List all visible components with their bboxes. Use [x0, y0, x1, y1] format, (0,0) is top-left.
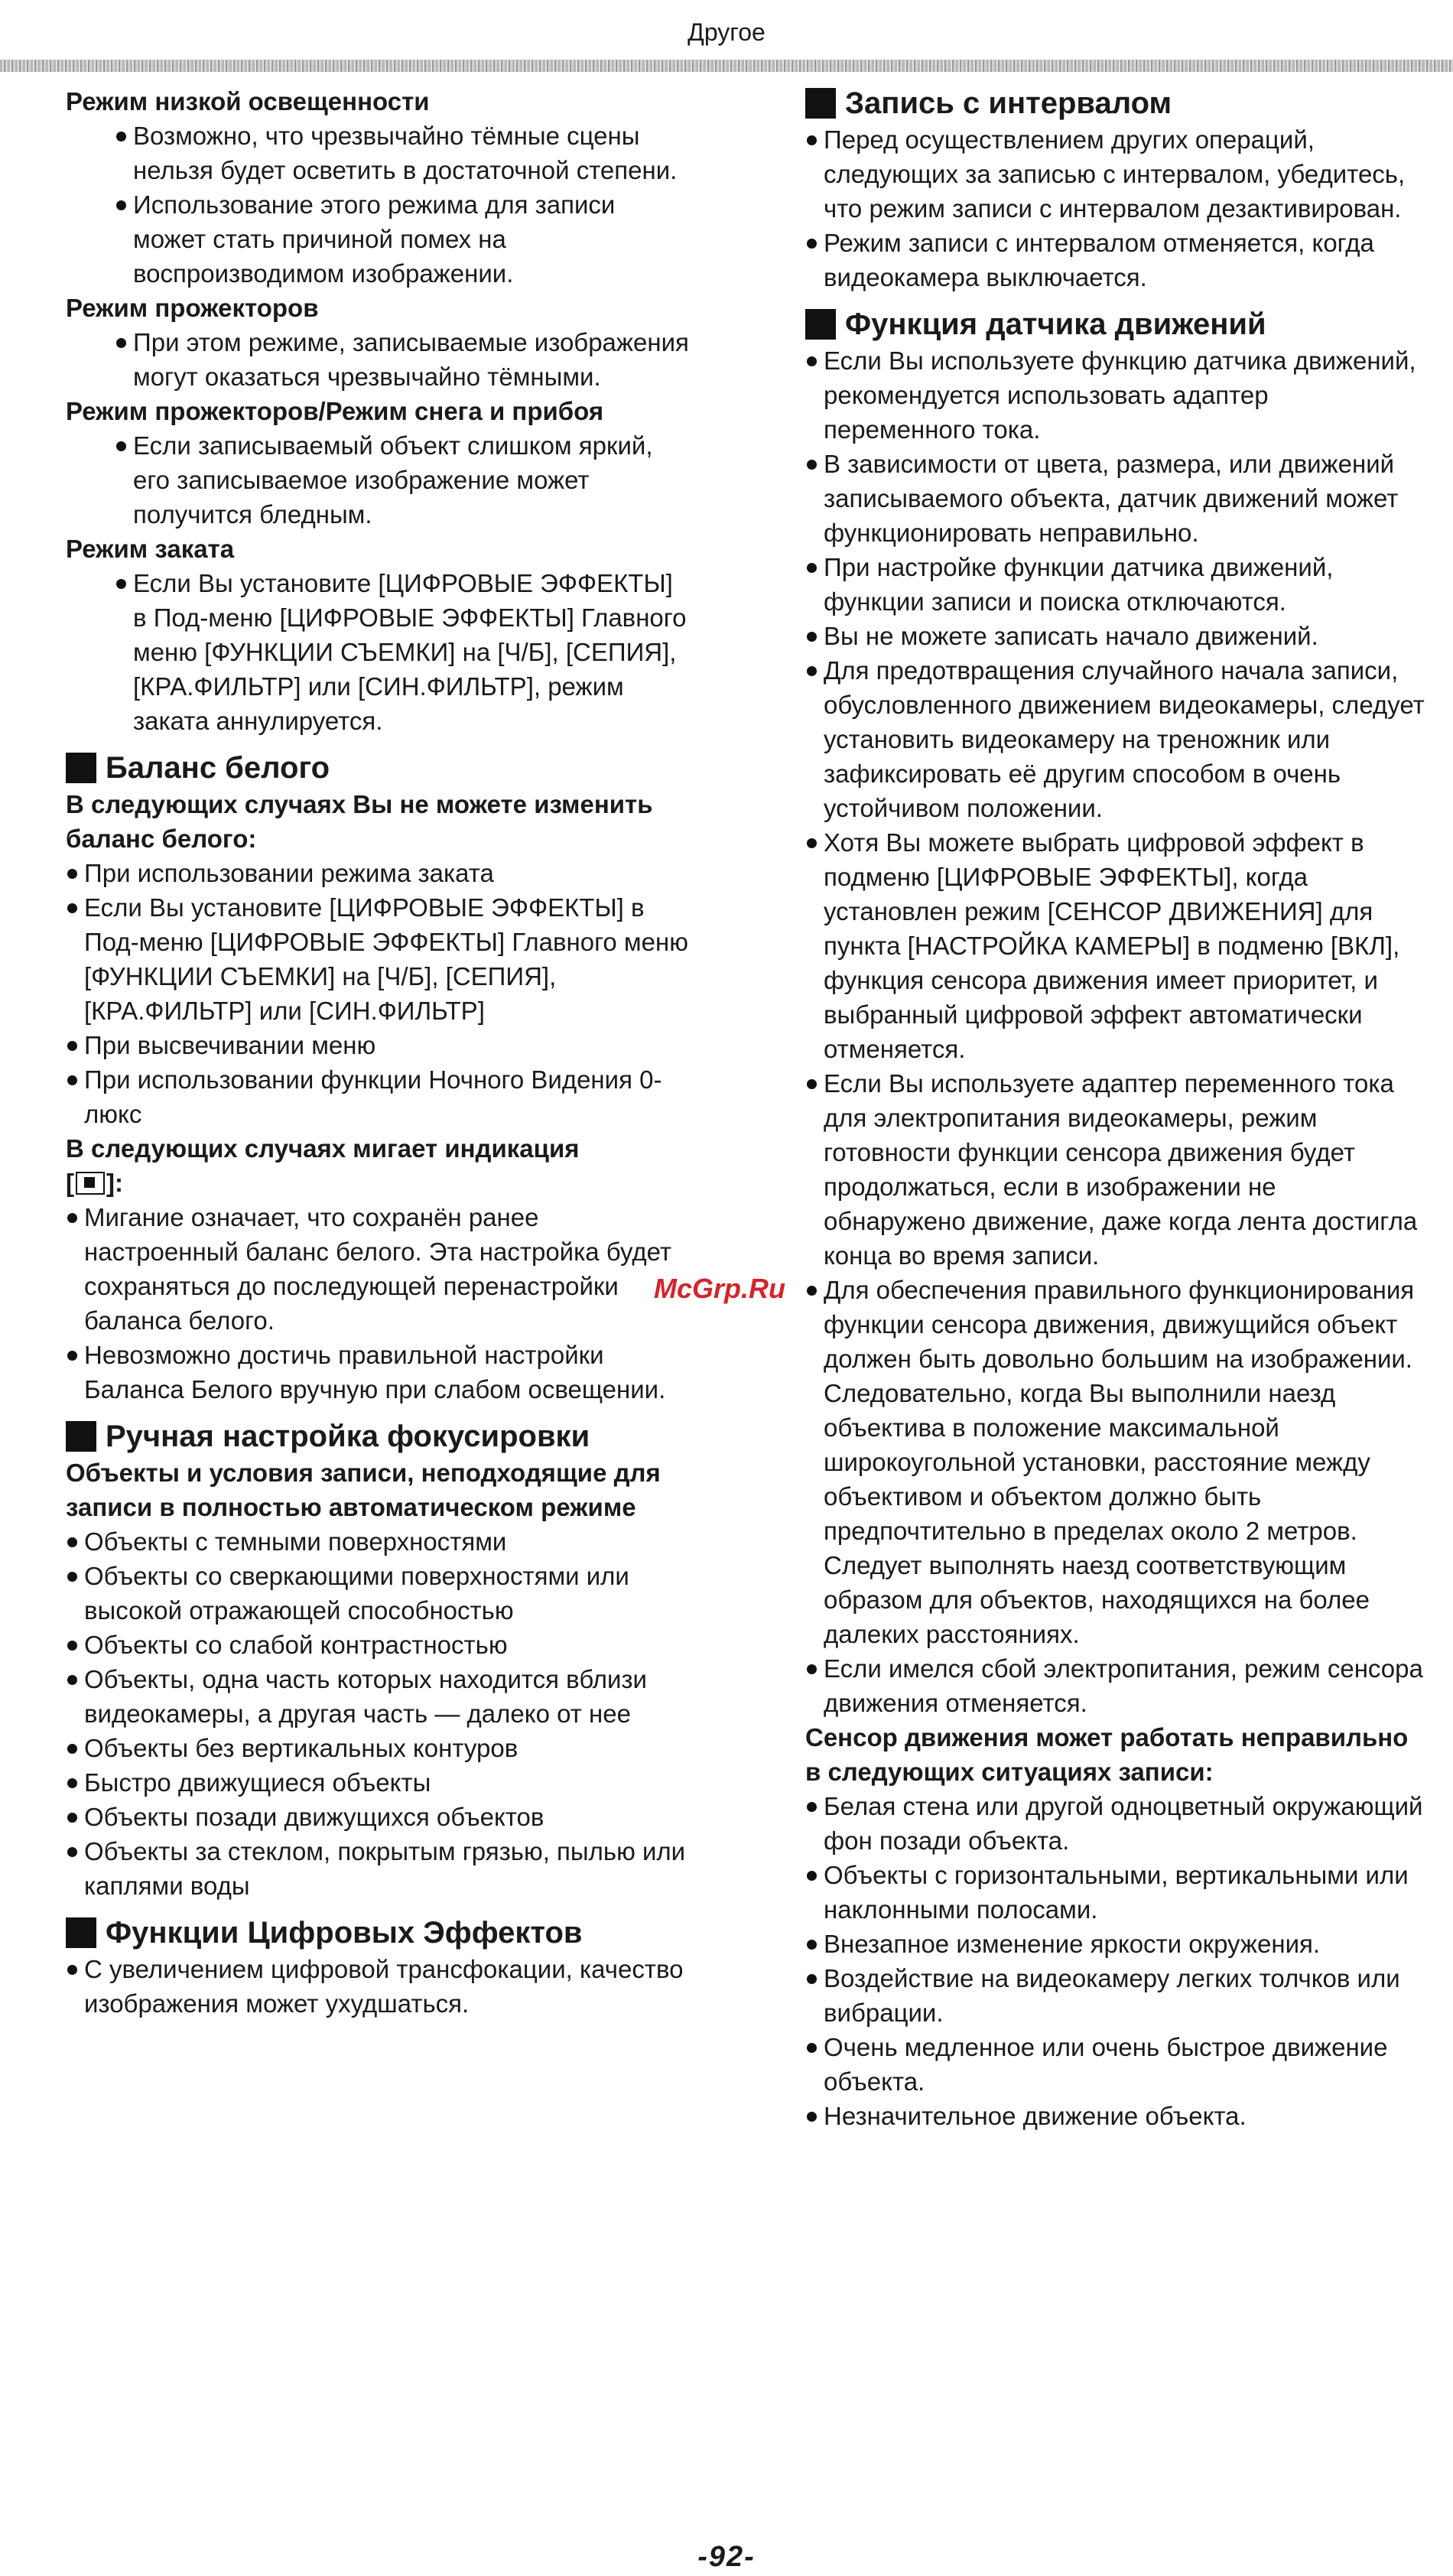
- list-item: Перед осуществлением других операций, следующих за записью с интервалом, убедитесь, что режим записи с интервалом дезактивирован.: [805, 122, 1425, 226]
- list-item: Объекты с горизонтальными, вертикальными или наклонными полосами.: [805, 1858, 1425, 1927]
- focus-sub-heading: Объекты и условия записи, неподходящие для записи в полностью автоматическом режиме: [66, 1459, 661, 1521]
- black-square-icon: [66, 1421, 96, 1452]
- list-item: Объекты позади движущихся объектов: [66, 1800, 693, 1834]
- page-header: Другое: [687, 18, 766, 46]
- left-column: [66, 84, 693, 2021]
- interval-list: [805, 122, 1425, 294]
- list-item: Объекты, одна часть которых находится вблизи видеокамеры, а другая часть — далеко от нее: [66, 1662, 693, 1731]
- list-item: При этом режиме, записываемые изображения могут оказаться чрезвычайно тёмными.: [115, 325, 693, 394]
- list-item: Использование этого режима для записи может стать причиной помех на воспроизводимом изображении.: [115, 187, 693, 291]
- list-item: Мигание означает, что сохранён ранее настроенный баланс белого. Эта настройка будет сохраняться до последующей перенастройки баланса белого.: [66, 1200, 693, 1338]
- white-balance-sub-heading: В следующих случаях Вы не можете изменить баланс белого:: [66, 790, 653, 853]
- motion-list: [805, 343, 1425, 1720]
- white-balance-section-heading: [66, 749, 693, 787]
- list-item: Хотя Вы можете выбрать цифровой эффект в подменю [ЦИФРОВЫЕ ЭФФЕКТЫ], когда установлен режим [СЕНСОР ДВИЖЕНИЯ] для пункта [НАСТРОЙКА КАМЕРЫ] в подменю [ВКЛ], функция сенсора движения имеет приоритет, и выбранный цифровой эффект автоматически отменяется.: [805, 825, 1425, 1066]
- list-item: Если Вы используете функцию датчика движений, рекомендуется использовать адаптер переменного тока.: [805, 343, 1425, 447]
- list-item: Белая стена или другой одноцветный окружающий фон позади объекта.: [805, 1789, 1425, 1858]
- list-item: При настройке функции датчика движений, функции записи и поиска отключаются.: [805, 550, 1425, 619]
- list-item: Если имелся сбой электропитания, режим сенсора движения отменяется.: [805, 1651, 1425, 1720]
- black-square-icon: [66, 753, 96, 783]
- section-title: Функции Цифровых Эффектов: [106, 1916, 583, 1950]
- right-column: [805, 84, 1425, 2133]
- motion-situations-list: [805, 1789, 1425, 2133]
- digital-effects-list: [66, 1952, 693, 2021]
- list-item: Быстро движущиеся объекты: [66, 1765, 693, 1800]
- header-divider: [0, 60, 1453, 72]
- list-item: Объекты с темными поверхностями: [66, 1524, 693, 1559]
- list-item: Возможно, что чрезвычайно тёмные сцены нельзя будет осветить в достаточной степени.: [115, 119, 693, 187]
- digital-effects-section-heading: [66, 1914, 693, 1952]
- list-item: Объекты за стеклом, покрытым грязью, пылью или каплями воды: [66, 1834, 693, 1903]
- list-item: Объекты со слабой контрастностью: [66, 1628, 693, 1662]
- page-number: -92-: [697, 2541, 756, 2573]
- interval-section-heading: [805, 84, 1425, 122]
- spotlight-list: [66, 325, 693, 394]
- focus-list: [66, 1524, 693, 1903]
- list-item: При высвечивании меню: [66, 1028, 693, 1062]
- list-item: Невозможно достичь правильной настройки Баланса Белого вручную при слабом освещении.: [66, 1338, 693, 1407]
- black-square-icon: [805, 88, 836, 119]
- list-item: Воздействие на видеокамеру легких толчков или вибрации.: [805, 1961, 1425, 2030]
- list-item: При использовании режима заката: [66, 856, 693, 890]
- sunset-heading: Режим заката: [66, 535, 235, 563]
- list-item: Если записываемый объект слишком яркий, его записываемое изображение может получится бледным.: [115, 428, 693, 532]
- list-item: Для предотвращения случайного начала записи, обусловленного движением видеокамеры, следует установить видеокамеру на треножник или зафиксировать её другим способом в очень устойчивом положении.: [805, 653, 1425, 825]
- list-item: Незначительное движение объекта.: [805, 2099, 1425, 2133]
- black-square-icon: [66, 1917, 96, 1948]
- section-title: Функция датчика движений: [845, 307, 1266, 341]
- list-item: Вы не можете записать начало движений.: [805, 619, 1425, 653]
- list-item: Объекты без вертикальных контуров: [66, 1731, 693, 1765]
- low-light-list: [66, 119, 693, 291]
- watermark-text: McGrp.Ru: [654, 1273, 786, 1304]
- low-light-heading: Режим низкой освещенности: [66, 87, 430, 115]
- bracket-open: [: [66, 1169, 74, 1197]
- white-balance-icon: [76, 1172, 105, 1195]
- list-item: Очень медленное или очень быстрое движение объекта.: [805, 2030, 1425, 2099]
- list-item: Внезапное изменение яркости окружения.: [805, 1927, 1425, 1961]
- list-item: С увеличением цифровой трансфокации, качество изображения может ухудшаться.: [66, 1952, 693, 2021]
- list-item: Для обеспечения правильного функционирования функции сенсора движения, движущийся объект должен быть довольно большим на изображении. Следовательно, когда Вы выполнили наезд объектива в положение максимальной широкоугольной установки, расстояние между объективом и объектом должно быть предпочтительно в пределах около 2 метров. Следует выполнять наезд соответствующим образом для объектов, находящихся на более далеких расстояниях.: [805, 1273, 1425, 1651]
- motion-section-heading: [805, 305, 1425, 343]
- focus-section-heading: [66, 1417, 693, 1456]
- list-item: В зависимости от цвета, размера, или движений записываемого объекта, датчик движений может функционировать неправильно.: [805, 447, 1425, 550]
- white-balance-blink-heading: [66, 1131, 693, 1200]
- section-title: Ручная настройка фокусировки: [106, 1420, 590, 1453]
- spotlight-heading: Режим прожекторов: [66, 294, 319, 322]
- section-title: Запись с интервалом: [845, 86, 1172, 120]
- motion-sub-heading: Сенсор движения может работать неправильно в следующих ситуациях записи:: [805, 1723, 1409, 1786]
- white-balance-blink-list: [66, 1200, 693, 1407]
- list-item: Объекты со сверкающими поверхностями или высокой отражающей способностью: [66, 1559, 693, 1628]
- list-item: Если Вы установите [ЦИФРОВЫЕ ЭФФЕКТЫ] в Под-меню [ЦИФРОВЫЕ ЭФФЕКТЫ] Главного меню [ФУНКЦИИ СЪЕМКИ] на [Ч/Б], [СЕПИЯ], [КРА.ФИЛЬТР] или [СИН.ФИЛЬТР], режим заката аннулируется.: [115, 566, 693, 738]
- spot-snow-heading: Режим прожекторов/Режим снега и прибоя: [66, 397, 604, 425]
- list-item: Если Вы используете адаптер переменного тока для электропитания видеокамеры, режим готовности функции сенсора движения будет продолжаться, если в изображении не обнаружено движение, даже когда лента достигла конца во время записи.: [805, 1066, 1425, 1273]
- list-item: Если Вы установите [ЦИФРОВЫЕ ЭФФЕКТЫ] в Под-меню [ЦИФРОВЫЕ ЭФФЕКТЫ] Главного меню [ФУНКЦИИ СЪЕМКИ] на [Ч/Б], [СЕПИЯ], [КРА.ФИЛЬТР] или [СИН.ФИЛЬТР]: [66, 890, 693, 1028]
- section-title: Баланс белого: [106, 751, 330, 785]
- blink-heading-text: В следующих случаях мигает индикация: [66, 1134, 580, 1163]
- spot-snow-list: [66, 428, 693, 532]
- white-balance-list: [66, 856, 693, 1131]
- black-square-icon: [805, 309, 836, 340]
- bracket-close: ]:: [106, 1169, 123, 1197]
- list-item: При использовании функции Ночного Видения 0-люкс: [66, 1062, 693, 1131]
- list-item: Режим записи с интервалом отменяется, когда видеокамера выключается.: [805, 226, 1425, 294]
- sunset-list: [66, 566, 693, 738]
